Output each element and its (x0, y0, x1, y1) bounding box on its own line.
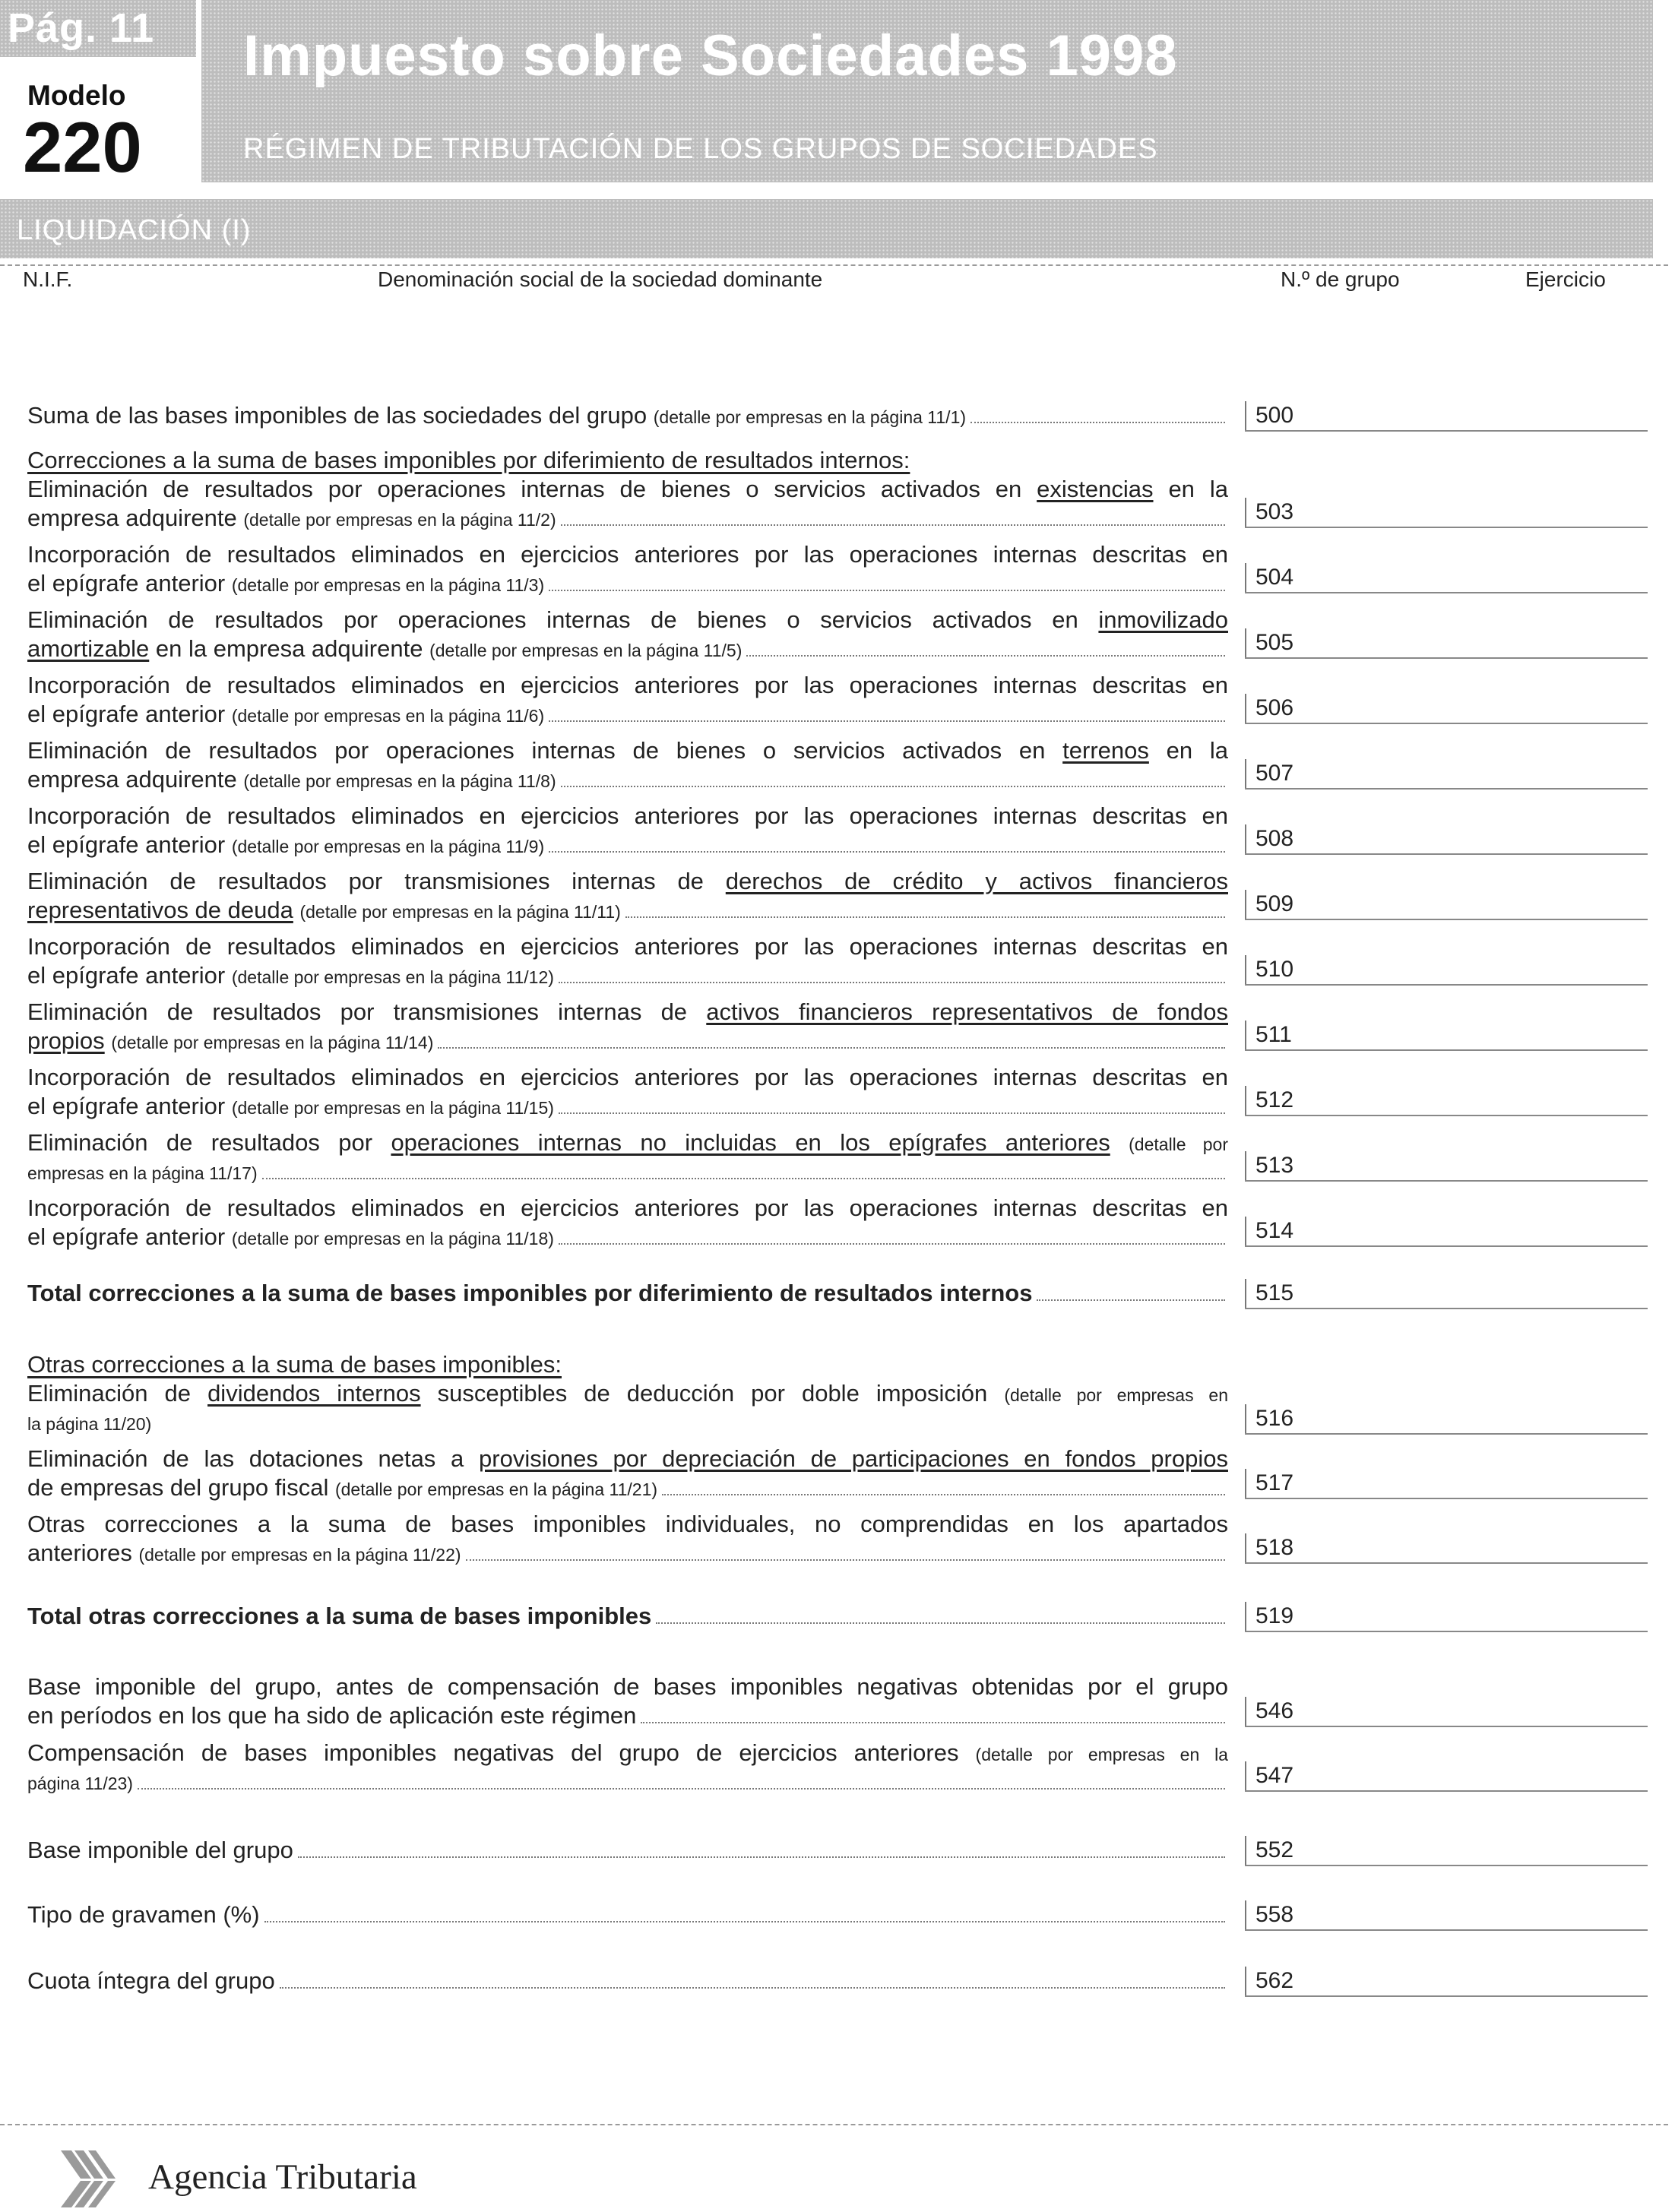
box-506[interactable] (1245, 694, 1648, 724)
row-detail: (detalle por empresas en la página 11/12) (231, 967, 554, 987)
box-tick (1245, 401, 1246, 430)
dot-leader (559, 1112, 1225, 1114)
row-text: Tipo de gravamen (%) (27, 1901, 260, 1928)
box-tick (1245, 498, 1246, 527)
box-code: 507 (1255, 761, 1294, 786)
box-code: 516 (1255, 1406, 1294, 1431)
box-518[interactable] (1245, 1533, 1648, 1564)
box-code: 514 (1255, 1218, 1294, 1243)
row-detail: (detalle por empresas en la página 11/18) (231, 1229, 554, 1248)
dot-leader (656, 1622, 1225, 1624)
box-547[interactable] (1245, 1761, 1648, 1792)
row-text: Cuota íntegra del grupo (27, 1967, 275, 1994)
box-code: 512 (1255, 1087, 1294, 1112)
row-text: Compensación de bases imponibles negativas del grupo de ejercicios anteriores (27, 1739, 959, 1766)
row-underlined-text: dividendos internos (207, 1380, 421, 1407)
dot-leader (559, 982, 1225, 983)
row-detail: empresas en la página 11/17) (27, 1163, 258, 1183)
box-515[interactable] (1245, 1279, 1648, 1309)
agency-emblem-icon (61, 2150, 133, 2207)
form-title: Impuesto sobre Sociedades 1998 (243, 24, 1178, 88)
row-text: Incorporación de resultados eliminados en ejercicios anteriores por las operaciones internas descritas en (27, 802, 1228, 829)
dot-leader (662, 1494, 1225, 1495)
box-tick (1245, 1151, 1246, 1180)
row-511 (27, 998, 1228, 1057)
box-code: 518 (1255, 1535, 1294, 1560)
dot-leader (262, 1178, 1225, 1179)
box-code: 547 (1255, 1763, 1294, 1788)
box-tick (1245, 1900, 1246, 1929)
heading-correcciones: Correcciones a la suma de bases imponibles por diferimiento de resultados internos: (27, 447, 910, 473)
row-552 (27, 1836, 1228, 1865)
dot-leader (970, 422, 1225, 423)
row-text: Total correcciones a la suma de bases imponibles por diferimiento de resultados internos (27, 1280, 1033, 1306)
dot-leader (466, 1559, 1225, 1561)
row-text: Eliminación de resultados por operaciones internas de bienes o servicios activados en (27, 476, 1022, 502)
row-underlined-text: amortizable (27, 635, 150, 662)
box-code: 506 (1255, 695, 1294, 720)
row-text: Incorporación de resultados eliminados en ejercicios anteriores por las operaciones internas descritas en (27, 933, 1228, 960)
dot-leader (559, 1243, 1225, 1245)
box-tick (1245, 1602, 1246, 1631)
box-code: 546 (1255, 1698, 1294, 1723)
dot-leader (561, 524, 1225, 526)
row-detail: (detalle por empresas en la página 11/5) (429, 641, 743, 660)
box-code: 503 (1255, 499, 1294, 524)
row-text: empresa adquirente (27, 505, 237, 531)
row-514 (27, 1194, 1228, 1253)
box-tick (1245, 1697, 1246, 1726)
row-text: el epígrafe anterior (27, 701, 226, 727)
box-tick (1245, 1761, 1246, 1790)
row-detail: (detalle por empresas en la página 11/15) (231, 1098, 554, 1118)
row-text: de empresas del grupo fiscal (27, 1474, 329, 1501)
row-detail: (detalle por empresas en la página 11/8) (243, 771, 556, 791)
box-512[interactable] (1245, 1086, 1648, 1116)
row-text: en la empresa adquirente (155, 635, 423, 662)
row-509 (27, 867, 1228, 926)
row-detail: (detalle por empresas en (1004, 1385, 1228, 1405)
row-detail: (detalle por empresas en la página 11/14) (111, 1033, 434, 1052)
box-code: 558 (1255, 1902, 1294, 1927)
row-text: Eliminación de resultados por transmisiones internas de (27, 868, 704, 894)
row-detail: (detalle por empresas en la (975, 1745, 1228, 1764)
box-tick (1245, 1217, 1246, 1245)
denominacion-label: Denominación social de la sociedad dominante (378, 267, 823, 291)
row-510 (27, 932, 1228, 992)
box-562[interactable] (1245, 1967, 1648, 1997)
row-underlined-text: operaciones internas no incluidas en los epígrafes anteriores (391, 1129, 1110, 1156)
row-513 (27, 1128, 1228, 1188)
row-508 (27, 802, 1228, 861)
row-text: susceptibles de deducción por doble imposición (437, 1380, 988, 1407)
box-code: 511 (1255, 1022, 1292, 1047)
row-underlined-text: existencias (1037, 476, 1154, 502)
row-text: Incorporación de resultados eliminados en ejercicios anteriores por las operaciones internas descritas en (27, 541, 1228, 568)
page-number-box (0, 0, 196, 57)
row-546 (27, 1672, 1228, 1730)
row-text: en la (1166, 737, 1229, 764)
row-underlined-text: inmovilizado (1098, 606, 1228, 633)
row-500 (27, 401, 1228, 432)
heading-otras-correcciones: Otras correcciones a la suma de bases imponibles: (27, 1351, 562, 1378)
row-text: Eliminación de resultados por operaciones internas de bienes o servicios activados en (27, 737, 1046, 764)
row-518 (27, 1510, 1228, 1569)
row-detail: (detalle por empresas en la página 11/22) (138, 1545, 461, 1565)
dot-leader (549, 720, 1225, 722)
row-underlined-text: provisiones por depreciación de participaciones en fondos propios (479, 1445, 1228, 1472)
row-text: Total otras correcciones a la suma de bases imponibles (27, 1603, 652, 1629)
box-tick (1245, 1836, 1246, 1865)
row-text: empresa adquirente (27, 766, 237, 793)
box-code: 504 (1255, 565, 1294, 590)
header-banner (201, 0, 1653, 182)
row-text: Otras correcciones a la suma de bases imponibles individuales, no comprendidas en los apartados (27, 1511, 1228, 1537)
box-504[interactable] (1245, 563, 1648, 593)
dot-leader (1037, 1299, 1225, 1301)
row-detail: (detalle por (1129, 1134, 1228, 1154)
row-text: Incorporación de resultados eliminados en ejercicios anteriores por las operaciones internas descritas en (27, 1064, 1228, 1090)
dot-leader (280, 1987, 1225, 1989)
box-511[interactable] (1245, 1021, 1648, 1051)
row-text: en períodos en los que ha sido de aplicación este régimen (27, 1702, 637, 1729)
box-tick (1245, 1533, 1246, 1562)
box-509[interactable] (1245, 890, 1648, 920)
row-text: Eliminación de las dotaciones netas a (27, 1445, 464, 1472)
header-divider (0, 264, 1668, 266)
row-text: Eliminación de (27, 1380, 192, 1407)
box-516[interactable] (1245, 1404, 1648, 1435)
row-text: el epígrafe anterior (27, 1223, 226, 1250)
box-tick (1245, 628, 1246, 657)
fiscal-year-label: Ejercicio (1525, 267, 1606, 291)
dot-leader (625, 916, 1225, 918)
dot-leader (138, 1788, 1225, 1790)
row-detail: la página 11/20) (27, 1414, 152, 1434)
box-558[interactable] (1245, 1900, 1648, 1931)
box-513[interactable] (1245, 1151, 1648, 1182)
row-detail: (detalle por empresas en la página 11/2) (243, 510, 556, 530)
row-detail: (detalle por empresas en la página 11/11) (299, 902, 621, 922)
box-tick (1245, 1021, 1246, 1049)
box-code: 562 (1255, 1968, 1294, 1993)
row-text: Base imponible del grupo (27, 1837, 293, 1863)
row-detail: (detalle por empresas en la página 11/21) (334, 1479, 658, 1499)
dot-leader (298, 1856, 1225, 1858)
group-number-label: N.º de grupo (1281, 267, 1400, 291)
dot-leader (549, 851, 1225, 853)
box-505[interactable] (1245, 628, 1648, 659)
dot-leader (264, 1921, 1225, 1922)
box-519[interactable] (1245, 1602, 1648, 1632)
box-546[interactable] (1245, 1697, 1648, 1727)
row-517 (27, 1445, 1228, 1504)
row-519-total (27, 1602, 1228, 1631)
box-508[interactable] (1245, 824, 1648, 855)
row-text: Eliminación de resultados por (27, 1129, 373, 1156)
row-detail: página 11/23) (27, 1774, 133, 1793)
dot-leader (641, 1722, 1225, 1723)
row-text: el epígrafe anterior (27, 962, 226, 989)
row-503 (27, 475, 1228, 534)
footer-divider (0, 2124, 1668, 2125)
row-underlined-text: propios (27, 1027, 105, 1054)
row-underlined-text: terrenos (1062, 737, 1149, 764)
box-tick (1245, 890, 1246, 919)
box-code: 505 (1255, 630, 1294, 655)
row-505 (27, 606, 1228, 665)
box-503[interactable] (1245, 498, 1648, 528)
box-code: 552 (1255, 1837, 1294, 1862)
row-562 (27, 1967, 1228, 1995)
box-tick (1245, 1279, 1246, 1308)
row-detail: (detalle por empresas en la página 11/1) (653, 407, 967, 427)
row-text: Eliminación de resultados por transmisiones internas de (27, 998, 688, 1025)
box-tick (1245, 563, 1246, 592)
box-514[interactable] (1245, 1217, 1648, 1247)
dot-leader (746, 655, 1225, 657)
box-tick (1245, 1469, 1246, 1498)
row-text: Incorporación de resultados eliminados en ejercicios anteriores por las operaciones internas descritas en (27, 1195, 1228, 1221)
box-tick (1245, 694, 1246, 723)
row-text: Eliminación de resultados por operaciones internas de bienes o servicios activados en (27, 606, 1078, 633)
box-tick (1245, 1967, 1246, 1995)
box-code: 500 (1255, 403, 1294, 428)
box-code: 510 (1255, 957, 1294, 982)
row-underlined-text: activos financieros representativos de fondos (706, 998, 1228, 1025)
box-code: 513 (1255, 1153, 1294, 1178)
section-label: LIQUIDACIÓN (I) (17, 214, 252, 246)
row-text: el epígrafe anterior (27, 831, 226, 858)
box-code: 515 (1255, 1280, 1294, 1305)
row-detail: (detalle por empresas en la página 11/6) (231, 706, 545, 726)
row-547 (27, 1739, 1228, 1798)
box-code: 509 (1255, 891, 1294, 916)
box-code: 517 (1255, 1470, 1294, 1495)
nif-label: N.I.F. (23, 267, 73, 291)
dot-leader (438, 1047, 1225, 1049)
row-text: Incorporación de resultados eliminados en ejercicios anteriores por las operaciones internas descritas en (27, 672, 1228, 698)
row-underlined-text: representativos de deuda (27, 897, 293, 923)
row-516 (27, 1379, 1228, 1438)
box-510[interactable] (1245, 955, 1648, 986)
row-detail: (detalle por empresas en la página 11/9) (231, 837, 545, 856)
box-code: 508 (1255, 826, 1294, 851)
box-517[interactable] (1245, 1469, 1648, 1499)
box-tick (1245, 824, 1246, 853)
row-text: Suma de las bases imponibles de las sociedades del grupo (27, 402, 648, 429)
row-text: anteriores (27, 1540, 132, 1566)
row-558 (27, 1900, 1228, 1929)
dot-leader (561, 786, 1225, 787)
row-text: el epígrafe anterior (27, 570, 226, 597)
row-504 (27, 540, 1228, 600)
row-text: Base imponible del grupo, antes de compensación de bases imponibles negativas obtenidas por el grupo (27, 1673, 1228, 1700)
row-text: el epígrafe anterior (27, 1093, 226, 1119)
row-507 (27, 736, 1228, 796)
row-underlined-text: derechos de crédito y activos financieros (725, 868, 1228, 894)
box-552[interactable] (1245, 1836, 1648, 1866)
box-tick (1245, 1086, 1246, 1115)
row-506 (27, 671, 1228, 730)
row-text: en la (1168, 476, 1228, 502)
row-515-total (27, 1279, 1228, 1308)
page-number-label: Pág. 11 (8, 5, 155, 51)
dot-leader (549, 590, 1225, 591)
box-507[interactable] (1245, 759, 1648, 790)
box-code: 519 (1255, 1603, 1294, 1628)
model-number: 220 (23, 107, 142, 187)
box-tick (1245, 1404, 1246, 1433)
box-tick (1245, 759, 1246, 788)
section-band (0, 199, 1653, 258)
box-tick (1245, 955, 1246, 984)
form-subtitle: RÉGIMEN DE TRIBUTACIÓN DE LOS GRUPOS DE SOCIEDADES (243, 133, 1158, 165)
row-512 (27, 1063, 1228, 1122)
row-detail: (detalle por empresas en la página 11/3) (231, 575, 545, 595)
model-label: Modelo (27, 80, 126, 111)
box-500[interactable] (1245, 401, 1648, 432)
agency-name: Agencia Tributaria (148, 2157, 417, 2197)
